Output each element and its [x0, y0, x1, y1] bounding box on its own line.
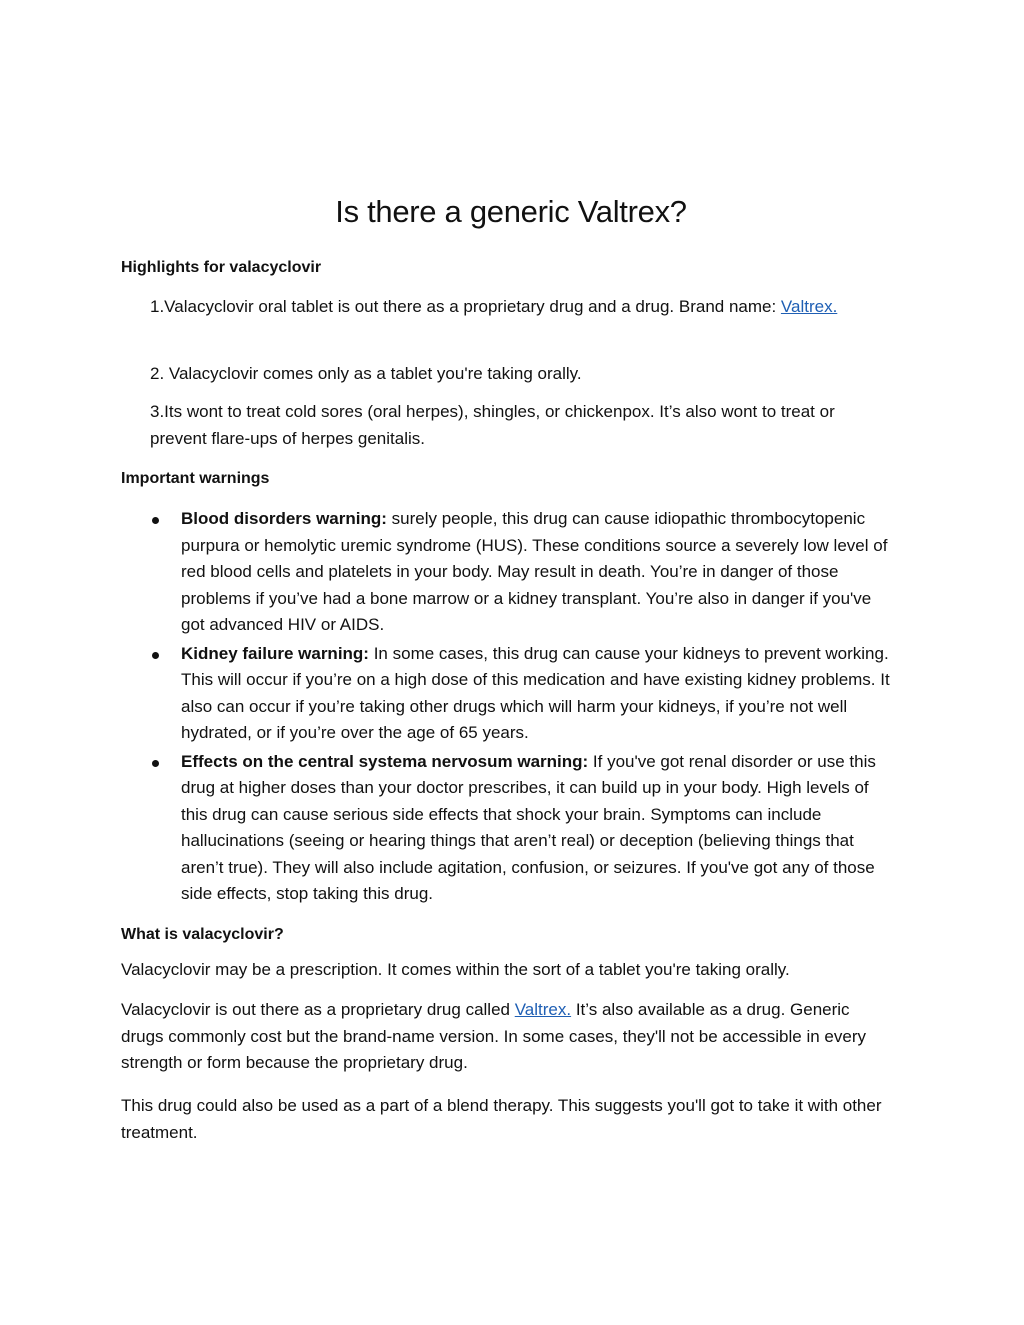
highlights-heading: Highlights for valacyclovir — [121, 259, 322, 276]
highlight-item-3: 3.Its wont to treat cold sores (oral herpes), shingles, or chickenpox. It’s also wont to treat or prevent flare-ups of herpes genitalis. — [150, 402, 835, 448]
warning-text: surely people, this drug can cause idiopathic thrombocytopenic purpura or hemolytic uremic syndrome (HUS). These conditions source a severely low level of red blood cells and platelets in your body. May result in death. You’re in danger of those problems if you’ve had a bone marrow or a kidney transplant. You’re also in danger if you've got advanced HIV or AIDS. — [181, 509, 888, 634]
paragraph-2-end: It’s also available as a drug. Generic drugs commonly cost but the brand-name version. In some cases, they'll not be accessible in every strength or form because the proprietary drug. — [121, 1000, 866, 1072]
highlight-item-2: 2. Valacyclovir comes only as a tablet you're taking orally. — [150, 364, 582, 383]
warnings-heading: Important warnings — [121, 470, 270, 487]
bullet-icon — [152, 652, 159, 659]
highlight-item-1-text: 1.Valacyclovir oral tablet is out there as a proprietary drug and a drug. Brand name: — [150, 297, 781, 316]
warning-label: Effects on the central systema nervosum warning: — [181, 751, 589, 771]
what-is-paragraph-3: This drug could also be used as a part of a blend therapy. This suggests you'll got to take it with other treatment. — [121, 1096, 882, 1142]
list-item — [121, 749, 896, 908]
valtrex-link[interactable]: Valtrex. — [780, 297, 838, 316]
highlight-item-1 — [150, 294, 890, 321]
list-item — [121, 641, 896, 747]
what-is-paragraph-2 — [121, 997, 893, 1077]
bullet-icon — [152, 517, 159, 524]
what-is-paragraph-1: Valacyclovir may be a prescription. It comes within the sort of a tablet you're taking orally. — [121, 960, 790, 979]
warning-label: Blood disorders warning: — [181, 509, 387, 528]
warning-text: In some cases, this drug can cause your kidneys to prevent working. This will occur if you’re on a high dose of this medication and have existing kidney problems. It also can occur if you’re taking other drugs which will harm your kidneys, if you’re not well hydrated, or if you’re over the age of 65 years. — [181, 643, 890, 742]
paragraph-2-start: Valacyclovir is out there as a proprietary drug called — [121, 1000, 515, 1019]
page-title: Is there a generic Valtrex? — [335, 194, 687, 229]
bullet-icon — [152, 760, 159, 767]
warnings-list — [121, 506, 896, 910]
warning-text: If you've got renal disorder or use this drug at higher doses than your doctor prescribes, it can build up in your body. High levels of this drug can cause serious side effects that shock your brain. Symptoms can include hallucinations (seeing or hearing things that aren’t real) or deception (believing things that aren’t true). They will also include agitation, confusion, or seizures. If you've got any of those side effects, stop taking this drug. — [181, 751, 876, 903]
warning-label: Kidney failure warning: — [181, 643, 369, 663]
list-item — [121, 506, 896, 639]
valtrex-link-2[interactable]: Valtrex. — [514, 1000, 572, 1019]
what-is-heading: What is valacyclovir? — [121, 926, 284, 943]
